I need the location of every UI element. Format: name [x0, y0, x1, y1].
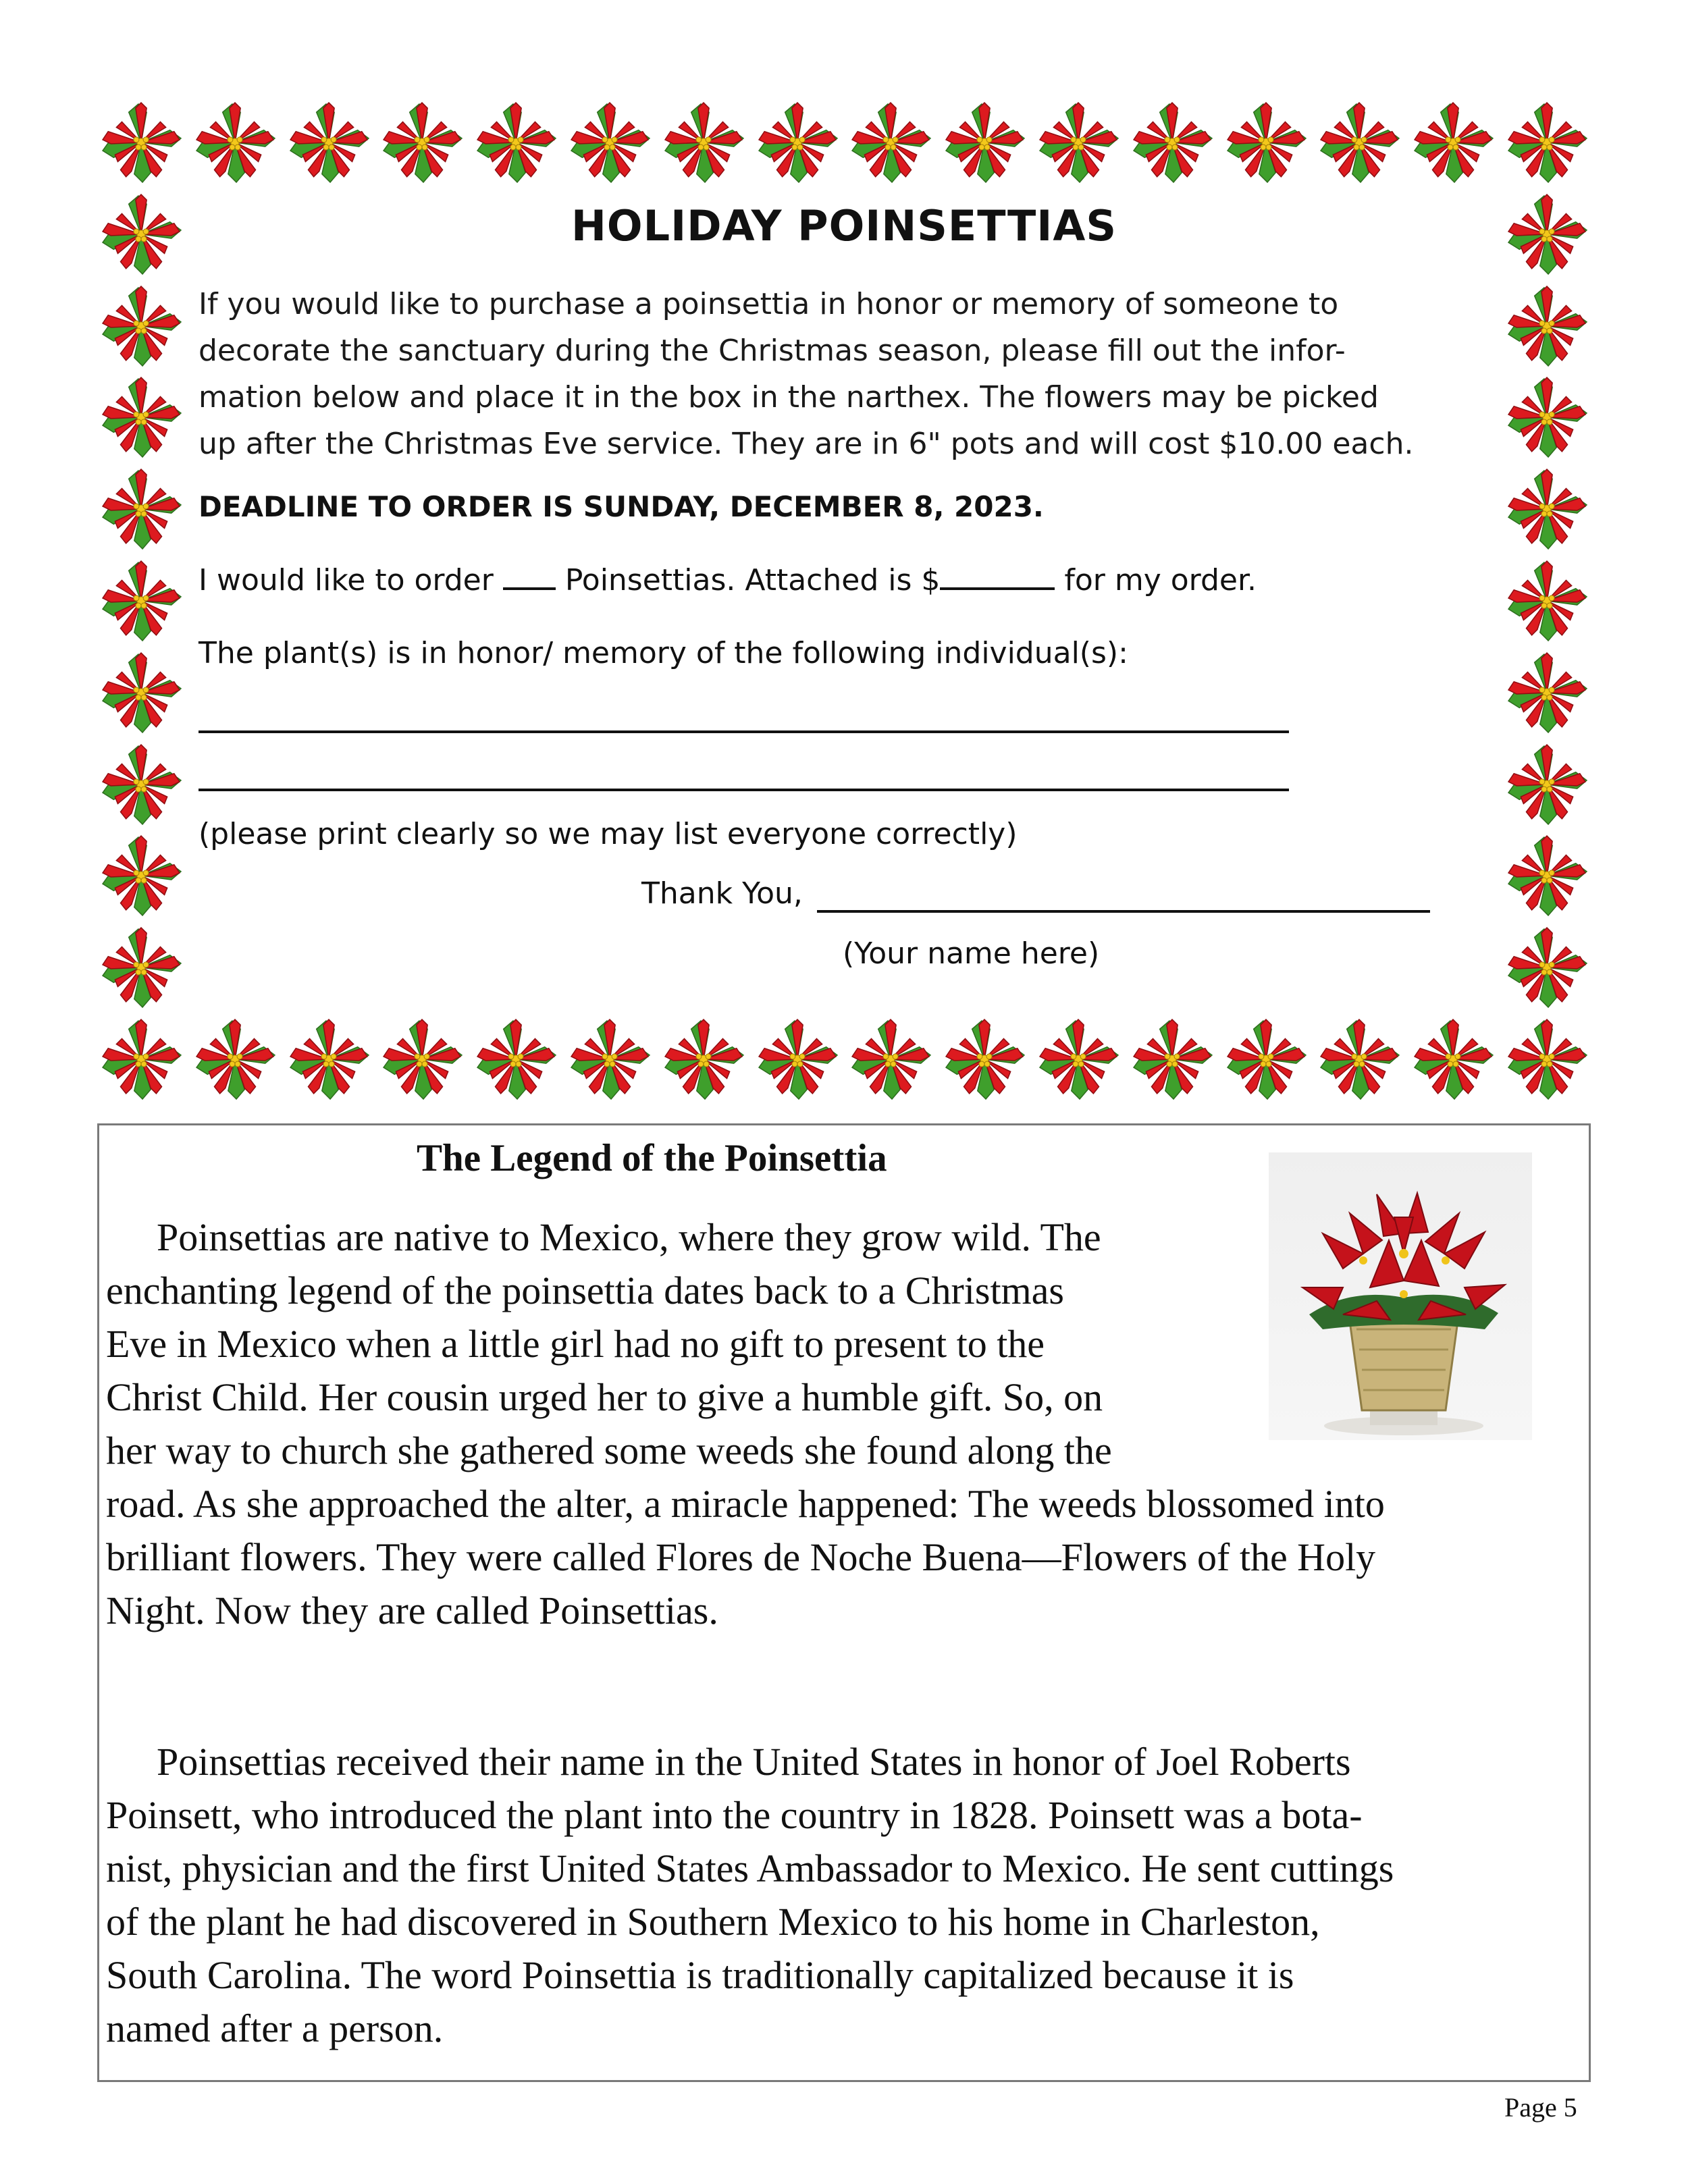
- para1-line: Christ Child. Her cousin urged her to give a humble gift. So, on: [106, 1375, 1103, 1419]
- form-intro: [199, 281, 1508, 467]
- intro-line: decorate the sanctuary during the Christmas season, please fill out the infor-: [199, 334, 1346, 368]
- para1-line: Eve in Mexico when a little girl had no gift to present to the: [106, 1322, 1045, 1366]
- order-text-2: Poinsettias. Attached is $: [564, 563, 941, 597]
- legend-title: The Legend of the Poinsettia: [417, 1137, 887, 1179]
- para1-line: enchanting legend of the poinsettia dates back to a Christmas: [106, 1269, 1064, 1312]
- para2-line: nist, physician and the first United States Ambassador to Mexico. He sent cuttings: [106, 1846, 1394, 1890]
- order-text-3: for my order.: [1064, 563, 1257, 597]
- print-note: (please print clearly so we may list everyone correctly): [199, 817, 1018, 851]
- honor-label: The plant(s) is in honor/ memory of the following individual(s):: [199, 636, 1128, 670]
- your-name-caption: (Your name here): [843, 936, 1100, 971]
- para1-line: road. As she approached the alter, a miracle happened: The weeds blossomed into: [106, 1482, 1385, 1526]
- para2-line: named after a person.: [106, 2006, 444, 2050]
- signature-line[interactable]: [817, 910, 1430, 913]
- order-text-1: I would like to order: [199, 563, 494, 597]
- amount-blank[interactable]: [940, 582, 1055, 590]
- legend-paragraph-2: [106, 1735, 1394, 2055]
- order-deadline: DEADLINE TO ORDER IS SUNDAY, DECEMBER 8, 2023.: [199, 490, 1044, 523]
- para2-line: Poinsett, who introduced the plant into the country in 1828. Poinsett was a bota-: [106, 1793, 1363, 1837]
- intro-line: mation below and place it in the box in the narthex. The flowers may be picked: [199, 380, 1379, 415]
- page-number: Page 5: [1504, 2092, 1577, 2123]
- para1-line: her way to church she gathered some weeds she found along the: [106, 1429, 1112, 1472]
- legend-paragraph-1: [106, 1210, 1385, 1637]
- form-title: HOLIDAY POINSETTIAS: [571, 201, 1117, 250]
- para2-line: South Carolina. The word Poinsettia is traditionally capitalized because it is: [106, 1953, 1294, 1997]
- thank-you-label: Thank You,: [641, 876, 803, 911]
- para1-line: Poinsettias are native to Mexico, where they grow wild. The: [157, 1215, 1101, 1259]
- para1-line: Night. Now they are called Poinsettias.: [106, 1589, 718, 1632]
- para2-line: of the plant he had discovered in Southern Mexico to his home in Charleston,: [106, 1900, 1320, 1944]
- legend-box: [97, 1123, 1591, 2082]
- intro-line: up after the Christmas Eve service. They are in 6" pots and will cost $10.00 each.: [199, 427, 1414, 461]
- para1-line: brilliant flowers. They were called Flores de Noche Buena—Flowers of the Holy: [106, 1535, 1376, 1579]
- intro-line: If you would like to purchase a poinsettia in honor or memory of someone to: [199, 287, 1339, 321]
- honoree-line-2[interactable]: [199, 789, 1289, 791]
- para2-line: Poinsettias received their name in the United States in honor of Joel Roberts: [157, 1740, 1351, 1784]
- honoree-line-1[interactable]: [199, 730, 1289, 733]
- order-line: [199, 563, 1257, 597]
- quantity-blank[interactable]: [503, 582, 556, 590]
